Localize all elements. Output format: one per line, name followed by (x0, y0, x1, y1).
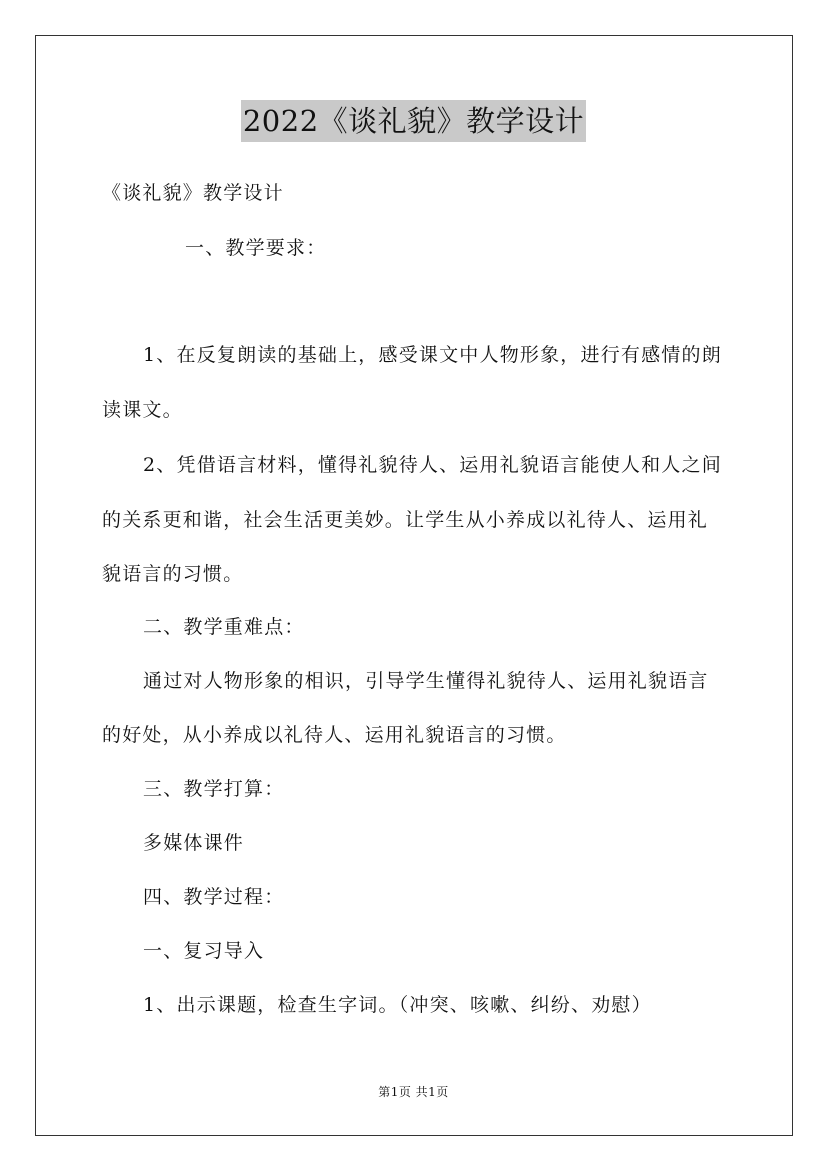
title-container (0, 100, 827, 142)
paragraph-line: 貌语言的习惯。 (102, 563, 244, 585)
section-heading-preparation: 三、教学打算： (143, 778, 285, 800)
subtitle-line: 《谈礼貌》教学设计 (102, 182, 284, 204)
paragraph-line: 多媒体课件 (143, 832, 245, 854)
subsection-heading: 一、复习导入 (143, 940, 265, 962)
page-footer: 第1页 共1页 (378, 1085, 449, 1099)
paragraph-line: 的关系更和谐，社会生活更美妙。让学生从小养成以礼待人、运用礼 (102, 509, 709, 531)
paragraph-line: 2、凭借语言材料，懂得礼貌待人、运用礼貌语言能使人和人之间 (143, 454, 722, 476)
paragraph-line: 读课文。 (102, 399, 183, 421)
section-heading-process: 四、教学过程： (143, 886, 285, 908)
section-heading-key-points: 二、教学重难点： (143, 616, 305, 638)
document-title: 2022《谈礼貌》教学设计 (241, 100, 586, 142)
paragraph-line: 1、出示课题，检查生字词。（冲突、咳嗽、纠纷、劝慰） (143, 994, 652, 1016)
paragraph-line: 1、在反复朗读的基础上，感受课文中人物形象，进行有感情的朗 (143, 344, 722, 366)
section-heading-requirements: 一、教学要求： (185, 237, 327, 259)
paragraph-line: 的好处，从小养成以礼待人、运用礼貌语言的习惯。 (102, 724, 567, 746)
paragraph-line: 通过对人物形象的相识，引导学生懂得礼貌待人、运用礼貌语言 (143, 670, 709, 692)
